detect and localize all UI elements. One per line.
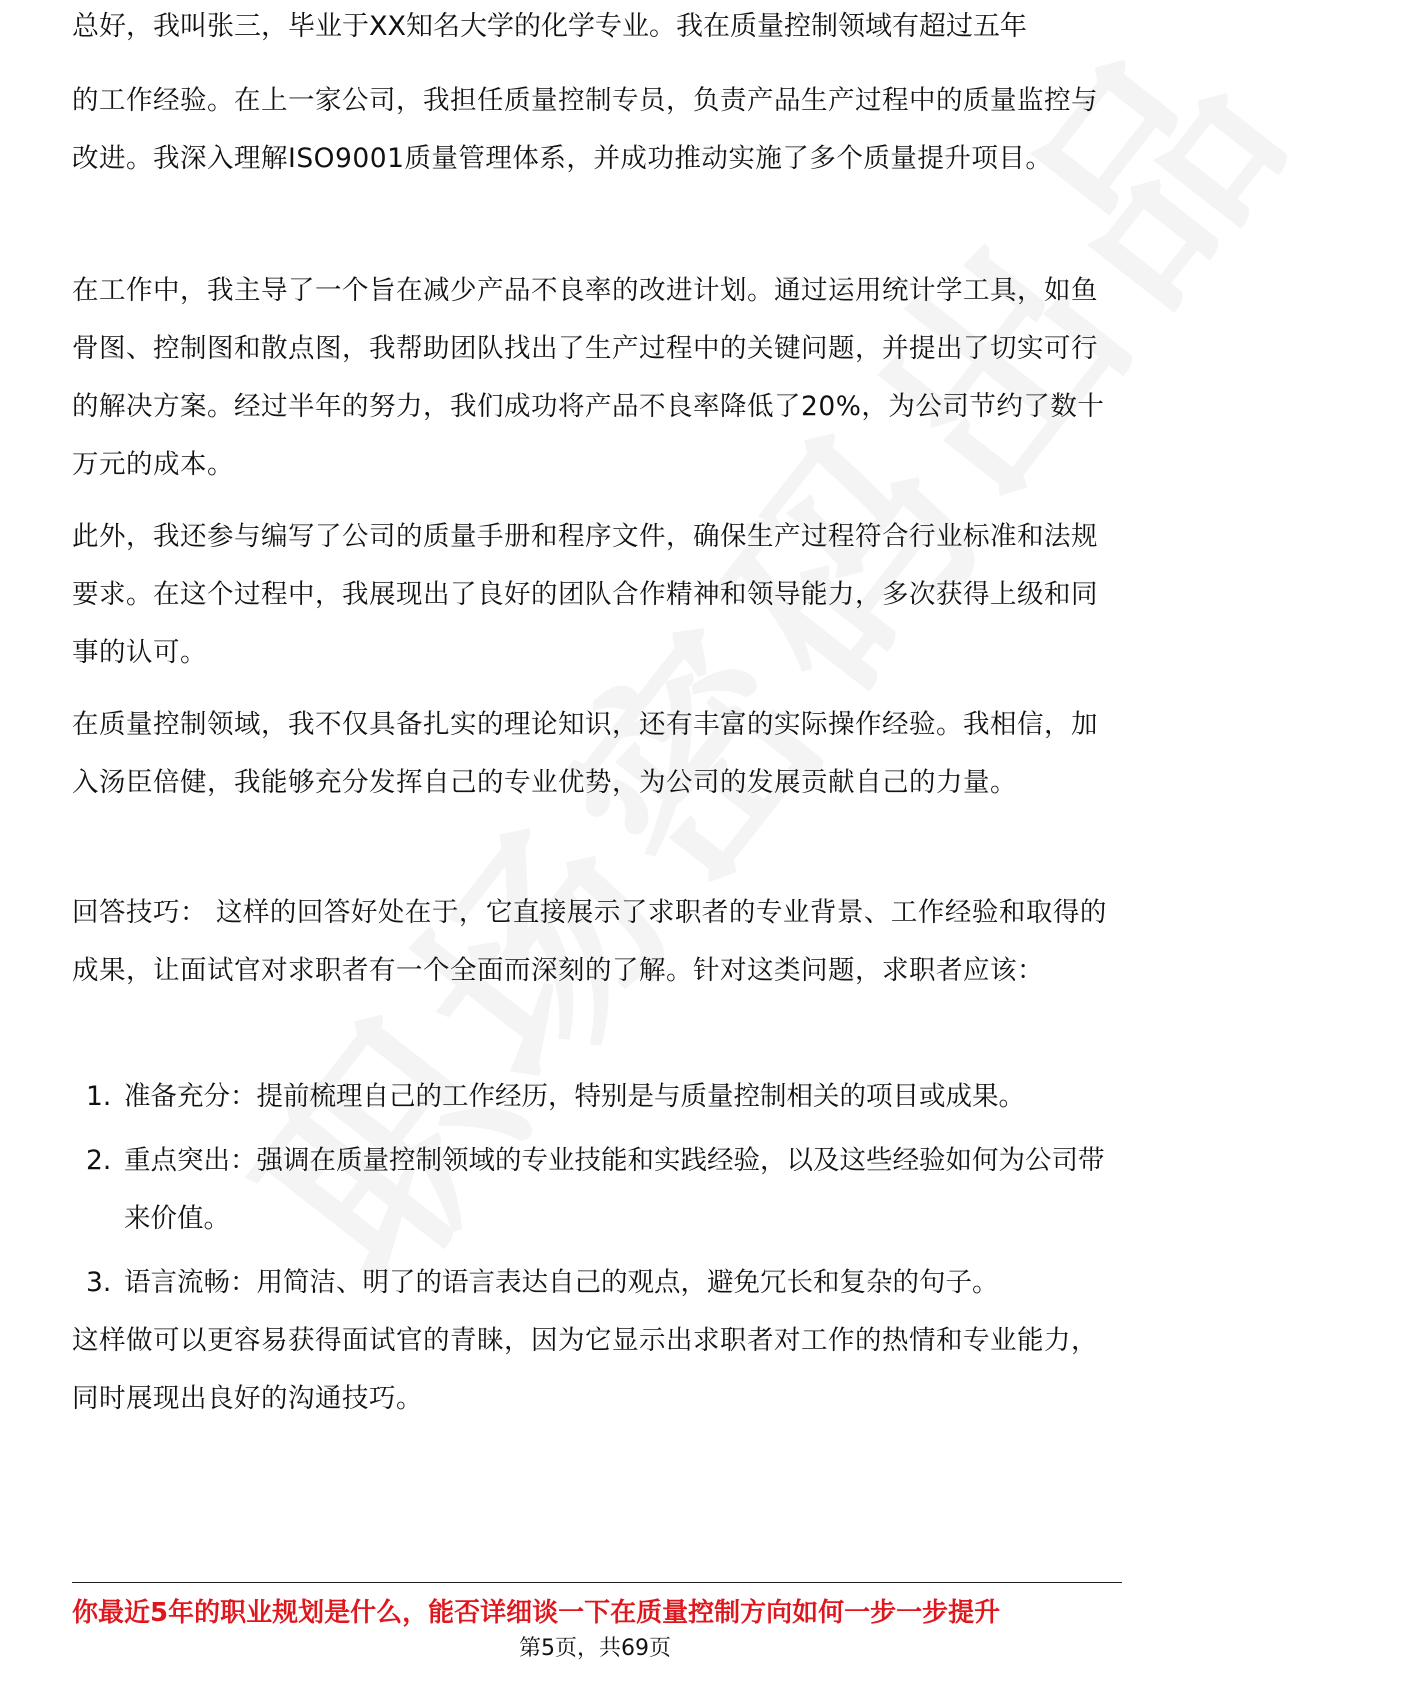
section-divider (72, 1582, 1122, 1583)
list-item-number: 3. (86, 1267, 112, 1298)
paragraph-improvement-plan: 在工作中，我主导了一个旨在减少产品不良率的改进计划。通过运用统计学工具，如鱼骨图、控制图和散点图，我帮助团队找出了生产过程中的关键问题，并提出了切实可行的解决方案。经过半年的努力，我们成功将产品不良率降低了20%，为公司节约了数十万元的成本。 (72, 275, 1105, 480)
list-item (72, 1254, 1122, 1312)
list-item-text: 重点突出：强调在质量控制领域的专业技能和实践经验，以及这些经验如何为公司带来价值。 (124, 1145, 1105, 1234)
clipped-top-line-text: 总好，我叫张三，毕业于XX知名大学的化学专业。我在质量控制领域有超过五年 (72, 11, 1027, 42)
list-item (72, 1068, 1122, 1126)
list-item-number: 2. (86, 1145, 112, 1176)
list-item (72, 1132, 1122, 1248)
paragraph-closing: 这样做可以更容易获得面试官的青睐，因为它显示出求职者对工作的热情和专业能力，同时展现出良好的沟通技巧。 (72, 1325, 1098, 1414)
paragraph-conclusion: 在质量控制领域，我不仅具备扎实的理论知识，还有丰富的实际操作经验。我相信，加入汤臣倍健，我能够充分发挥自己的专业优势，为公司的发展贡献自己的力量。 (72, 709, 1098, 798)
tips-list (72, 1068, 1122, 1318)
clipped-top-line (72, 11, 1122, 54)
list-item-text: 语言流畅：用简洁、明了的语言表达自己的观点，避免冗长和复杂的句子。 (124, 1267, 999, 1298)
list-item-number: 1. (86, 1081, 112, 1112)
paragraph-answer-tips: 回答技巧： 这样的回答好处在于，它直接展示了求职者的专业背景、工作经验和取得的成果，让面试官对求职者有一个全面而深刻的了解。针对这类问题，求职者应该： (72, 897, 1107, 986)
page-number: 第5页，共69页 (519, 1636, 671, 1661)
paragraph-work-experience: 的工作经验。在上一家公司，我担任质量控制专员，负责产品生产过程中的质量监控与改进。我深入理解ISO9001质量管理体系，并成功推动实施了多个质量提升项目。 (72, 85, 1098, 174)
list-item-text: 准备充分：提前梳理自己的工作经历，特别是与质量控制相关的项目或成果。 (124, 1081, 1025, 1112)
next-question-heading: 你最近5年的职业规划是什么，能否详细谈一下在质量控制方向如何一步一步提升 (72, 1598, 1001, 1628)
paragraph-quality-manual: 此外，我还参与编写了公司的质量手册和程序文件，确保生产过程符合行业标准和法规要求。在这个过程中，我展现出了良好的团队合作精神和领导能力，多次获得上级和同事的认可。 (72, 521, 1098, 668)
